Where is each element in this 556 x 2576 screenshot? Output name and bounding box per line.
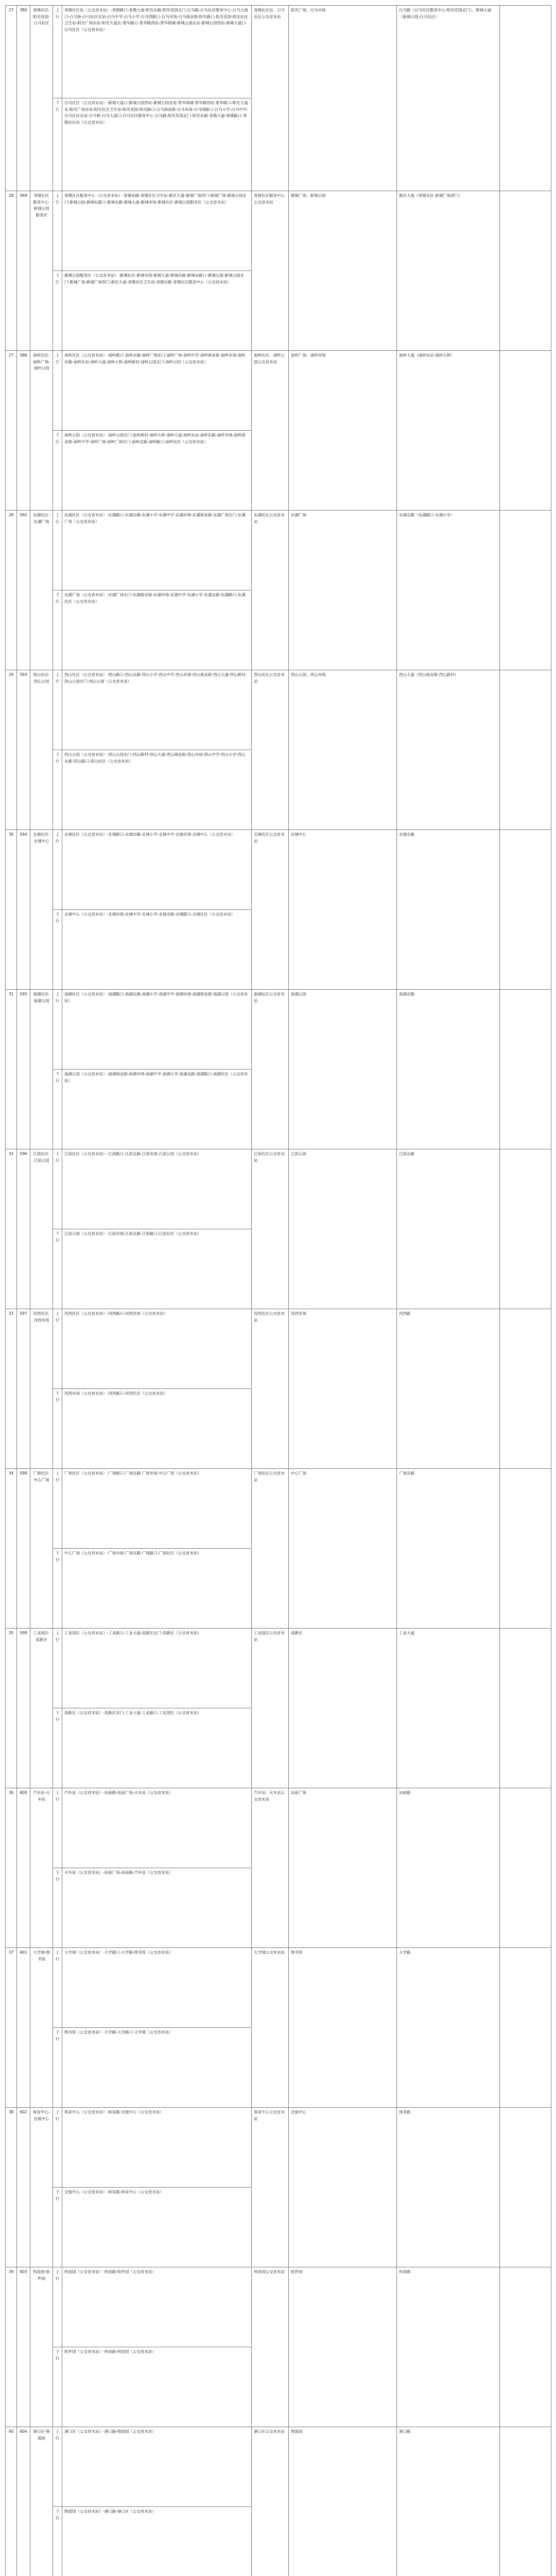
remarks	[500, 670, 551, 830]
stop-list: 北城中心（公交首末站）-北城市场-北城中学-北城小学-北城北路-北城路口-北城社区（公交首末站）	[62, 910, 252, 990]
main-road-sections: 广场北路	[397, 1469, 500, 1629]
route-number: 27	[6, 351, 17, 511]
table-row	[6, 2108, 551, 2188]
direction-label: 下行	[53, 431, 62, 511]
remarks	[500, 2267, 551, 2427]
route-number: 35	[6, 1629, 17, 1788]
direction-label: 上行	[53, 191, 62, 271]
stop-list: 火车站（公交首末站）-站前广场-站前路-汽车站（公交首末站）	[62, 1868, 252, 1948]
direction-label: 上行	[53, 990, 62, 1070]
stop-list: 江滨社区（公交首末站）-江滨路口-江滨北路-江滨市场-江滨公园（公交首末站）	[62, 1149, 252, 1229]
route-number: 32	[6, 1149, 17, 1309]
remarks	[500, 511, 551, 670]
direction-label: 下行	[53, 1229, 62, 1309]
transfer-points: 站前广场	[289, 1788, 397, 1948]
stop-list: 南湖公园（公交首末站）-南湖商业街-南湖市场-南湖中学-南湖小学-南湖北路-南湖路口-南湖社区（公交首末站）	[62, 1070, 252, 1149]
route-name: 工业园区-高新区	[30, 1629, 53, 1788]
stop-list: 会展中心（公交首末站）-体育路-体育中心（公交首末站）	[62, 2188, 252, 2267]
table-row	[6, 1629, 551, 1708]
direction-label: 下行	[53, 2188, 62, 2267]
table-row	[6, 990, 551, 1070]
stop-list: 北城社区（公交首末站）-北城路口-北城北路-北城小学-北城中学-北城市场-北城中心（公交首末站）	[62, 830, 252, 910]
stop-list: 西山公园（公交首末站）-西山公园北门-西山新村-西山大道-西山商业街-西山市场-西山中学-西山小学-西山北路-西山路口-西山社区（公交首末站）	[62, 750, 252, 830]
hub-station: 北城社区公交首末站	[252, 830, 289, 990]
route-code: 592	[17, 511, 30, 670]
direction-label: 上行	[53, 830, 62, 910]
stop-list: 白马社区（公交首末站）-新城大道口-新城公园西站-新城公园北站-景华商城-景华路西站-景华路口-阳光大道北-阳光广场东站-阳光社区卫生站-阳光花园-阳光路口-白马商业街-白马市场-白马西路口-白马小学-白马中学-白马社区北站-白马桥-白马大道口-白马社区服务中心-白马路-阳光花园北门-阳光东路-青镇大道-青镇路口-青镇社区站（公交首末站）	[62, 98, 252, 191]
route-code: 603	[17, 2267, 30, 2427]
transfer-points: 北城中心	[289, 830, 397, 990]
direction-label: 下行	[53, 910, 62, 990]
direction-label: 上行	[53, 1629, 62, 1708]
direction-label: 上行	[53, 1469, 62, 1549]
route-number: 27	[6, 6, 17, 191]
main-road-sections: 新区大道（青镇社区-新城广场西门）	[397, 191, 500, 351]
route-code: 595	[17, 990, 30, 1149]
route-number: 38	[6, 2108, 17, 2267]
hub-station: 汽车站、火车站公交首末站	[252, 1788, 289, 1948]
route-number: 39	[6, 2267, 17, 2427]
main-road-sections: 科技路	[397, 2267, 500, 2427]
direction-label: 下行	[53, 98, 62, 191]
stop-list: 东湖广场（公交首末站）-东湖广场北门-东湖商业街-东湖市场-东湖中学-东湖小学-东湖北路-东湖路口-东湖社区（公交首末站）	[62, 590, 252, 670]
stop-list: 新城公园服务区（公交首末站）-新城社区-新城市场-新城大道-新城东路-新城东路口-新城公园-新城公园北门-新城广场-新城广场西门-新区大道-青镇社区卫生站-青镇东路-青镇社区服务中心（公交首末站）	[62, 271, 252, 351]
hub-station: 大学城公交首末站	[252, 1948, 289, 2108]
stop-list: 河西市场（公交首末站）-河西路口-河西社区（公交首末站）	[62, 1389, 252, 1469]
route-code: 599	[17, 1629, 30, 1788]
table-row	[6, 351, 551, 431]
transfer-points: 西山公园、西山市场	[289, 670, 397, 830]
route-name: 科技园-软件园	[30, 2267, 53, 2427]
route-code: 586	[17, 351, 30, 511]
route-code: 594	[17, 830, 30, 990]
stop-list: 青镇社区服务中心（公交首末站）-青镇东路-青镇社区卫生站-新区大道-新城广场西门-新城广场-新城公园北门-新城公园-新城东路口-新城东路-新城大道-新城市场-新城社区-新城公园服务区（公交首末站）	[62, 191, 252, 271]
stop-list: 南湖社区（公交首末站）-南湖路口-南湖北路-南湖小学-南湖中学-南湖市场-南湖商业街-南湖公园（公交首末站）	[62, 990, 252, 1070]
main-road-sections: 站前路	[397, 1788, 500, 1948]
hub-station: 青镇社区服务中心公交首末站	[252, 191, 289, 351]
hub-station: 港口区公交首末站	[252, 2427, 289, 2576]
main-road-sections: 工业大道	[397, 1629, 500, 1788]
route-code: 596	[17, 1149, 30, 1309]
direction-label: 下行	[53, 2347, 62, 2427]
direction-label: 下行	[53, 590, 62, 670]
stop-list: 汽车站（公交首末站）-站前路-站前广场-火车站（公交首末站）	[62, 1788, 252, 1868]
transfer-points: 南湖公园	[289, 990, 397, 1149]
hub-station: 青镇社区站、白马社区公交首末站	[252, 6, 289, 191]
stop-list: 工业园区（公交首末站）-工业路口-工业大道-高新区北门-高新区（公交首末站）	[62, 1629, 252, 1708]
table-row	[6, 1149, 551, 1229]
table-row	[6, 830, 551, 910]
direction-label: 上行	[53, 1948, 62, 2028]
stop-list: 图书馆（公交首末站）-大学路-大学路口-大学城（公交首末站）	[62, 2028, 252, 2108]
route-number: 37	[6, 1948, 17, 2108]
direction-label: 下行	[53, 2507, 62, 2576]
direction-label: 上行	[53, 1149, 62, 1229]
stop-list: 软件园（公交首末站）-科技路-科技园（公交首末站）	[62, 2347, 252, 2427]
direction-label: 上行	[53, 1309, 62, 1389]
transfer-points: 中心广场	[289, 1469, 397, 1629]
transfer-points: 江滨公园	[289, 1149, 397, 1309]
remarks	[500, 990, 551, 1149]
route-table-body	[6, 6, 551, 2576]
stop-list: 青镇社区站（公交首末站）-青镇路口-青镇大道-阳光东路-阳光花园北门-白马路-白马社区服务中心-白马大道口-白马桥-白马社区北站-白马中学-白马小学-白马西路口-白马市场-白马商业街-阳光路口-阳光花园-阳光社区卫生站-阳光广场东站-阳光大道北-景华路口-景华路西站-景华商城-新城公园北站-新城公园西站-新城大道口-白马社区（公交首末站）	[62, 6, 252, 98]
route-code: 600	[17, 1788, 30, 1948]
route-number: 36	[6, 1788, 17, 1948]
remarks	[500, 2108, 551, 2267]
hub-station: 西山社区公交首末站	[252, 670, 289, 830]
hub-station: 科技园公交首末站	[252, 2267, 289, 2427]
route-code: 380	[17, 6, 30, 191]
remarks	[500, 351, 551, 511]
direction-label: 上行	[53, 1788, 62, 1868]
direction-label: 下行	[53, 271, 62, 351]
route-name: 大学城-图书馆	[30, 1948, 53, 2108]
direction-label: 下行	[53, 1070, 62, 1149]
main-road-sections: 河西路	[397, 1309, 500, 1469]
main-road-sections: 西山大道（西山商业街-西山新村）	[397, 670, 500, 830]
route-name: 河西社区-河西市场	[30, 1309, 53, 1469]
route-number: 40	[6, 2427, 17, 2576]
route-name: 体育中心-会展中心	[30, 2108, 53, 2267]
transfer-points: 南岭广场、南岭市场	[289, 351, 397, 511]
hub-station: 工业园区公交首末站	[252, 1629, 289, 1788]
remarks	[500, 191, 551, 351]
main-road-sections: 南岭大道（南岭东站-南岭大桥）	[397, 351, 500, 511]
remarks	[500, 1629, 551, 1788]
main-road-sections: 体育路	[397, 2108, 500, 2267]
route-code: 569	[17, 191, 30, 351]
table-row	[6, 670, 551, 750]
transfer-points: 图书馆	[289, 1948, 397, 2108]
table-row	[6, 2427, 551, 2507]
stop-list: 大学城（公交首末站）-大学路口-大学路-图书馆（公交首末站）	[62, 1948, 252, 2028]
route-number: 28	[6, 511, 17, 670]
direction-label: 下行	[53, 1708, 62, 1788]
route-name: 江滨社区-江滨公园	[30, 1149, 53, 1309]
stop-list: 体育中心（公交首末站）-体育路-会展中心（公交首末站）	[62, 2108, 252, 2188]
route-number: 30	[6, 830, 17, 990]
main-road-sections: 大学路	[397, 1948, 500, 2108]
main-road-sections: 南湖北路	[397, 990, 500, 1149]
table-row	[6, 1469, 551, 1549]
route-code: 604	[17, 2427, 30, 2576]
direction-label: 上行	[53, 2427, 62, 2507]
stop-list: 江滨公园（公交首末站）-江滨市场-江滨北路-江滨路口-江滨社区（公交首末站）	[62, 1229, 252, 1309]
transfer-points: 软件园	[289, 2267, 397, 2427]
remarks	[500, 1948, 551, 2108]
transfer-points: 东湖广场	[289, 511, 397, 670]
route-number: 29	[6, 670, 17, 830]
hub-station: 江滨社区公交首末站	[252, 1149, 289, 1309]
bus-route-table	[5, 5, 551, 2576]
route-name: 东湖社区-东湖广场	[30, 511, 53, 670]
hub-station: 南湖社区公交首末站	[252, 990, 289, 1149]
route-code: 601	[17, 1948, 30, 2108]
remarks	[500, 2427, 551, 2576]
stop-list: 中心广场（公交首末站）-广场市场-广场北路-广场路口-广场社区（公交首末站）	[62, 1549, 252, 1629]
direction-label: 下行	[53, 1389, 62, 1469]
route-name: 青镇社区-阳光花园-白马社区	[30, 6, 53, 191]
main-road-sections: 江滨北路	[397, 1149, 500, 1309]
main-road-sections: 东湖北路（东湖路口-东湖小学）	[397, 511, 500, 670]
main-road-sections: 白马路（白马社区服务中心-阳光花园北门），新城大道（新城公园-白马社区）	[397, 6, 500, 191]
route-number: 28	[6, 191, 17, 351]
stop-list: 南岭公园（公交首末站）-南岭公园北门-南岭新村-南岭大桥-南岭大道-南岭东站-南岭东路-南岭市场-南岭商业街-南岭中学-南岭广场-南岭广场东门-南岭北路-南岭路口-南岭社区（公交首末站）	[62, 431, 252, 511]
route-code: 602	[17, 2108, 30, 2267]
direction-label: 上行	[53, 2108, 62, 2188]
route-name: 汽车站-火车站	[30, 1788, 53, 1948]
route-name: 北城社区-北城中心	[30, 830, 53, 990]
route-number: 34	[6, 1469, 17, 1629]
route-code: 598	[17, 1469, 30, 1629]
route-name: 青镇社区服务中心-新城公园服务区	[30, 191, 53, 351]
hub-station: 广场社区公交首末站	[252, 1469, 289, 1629]
transfer-points: 会展中心	[289, 2108, 397, 2267]
hub-station: 河西社区公交首末站	[252, 1309, 289, 1469]
route-number: 31	[6, 990, 17, 1149]
table-row	[6, 1788, 551, 1868]
transfer-points: 阳光广场、白马市场	[289, 6, 397, 191]
route-code: 597	[17, 1309, 30, 1469]
transfer-points: 河西市场	[289, 1309, 397, 1469]
direction-label: 上行	[53, 351, 62, 431]
stop-list: 东湖社区（公交首末站）-东湖路口-东湖北路-东湖小学-东湖中学-东湖市场-东湖商业街-东湖广场北门-东湖广场（公交首末站）	[62, 511, 252, 590]
remarks	[500, 1788, 551, 1948]
route-name: 港口区-物流园	[30, 2427, 53, 2576]
stop-list: 高新区（公交首末站）-高新区北门-工业大道-工业路口-工业园区（公交首末站）	[62, 1708, 252, 1788]
transfer-points: 物流园	[289, 2427, 397, 2576]
route-name: 西山社区-西山公园	[30, 670, 53, 830]
table-row	[6, 1948, 551, 2028]
remarks	[500, 6, 551, 191]
stop-list: 物流园（公交首末站）-港口路-港口区（公交首末站）	[62, 2507, 252, 2576]
direction-label: 上行	[53, 511, 62, 590]
route-code: 593	[17, 670, 30, 830]
transfer-points: 高新区	[289, 1629, 397, 1788]
route-name: 广场社区-中心广场	[30, 1469, 53, 1629]
route-table-sheet	[5, 5, 551, 2576]
hub-station: 南岭社区、南岭公园公交首末站	[252, 351, 289, 511]
hub-station: 东湖社区公交首末站	[252, 511, 289, 670]
stop-list: 西山社区（公交首末站）-西山路口-西山北路-西山小学-西山中学-西山市场-西山商业街-西山大道-西山新村-西山公园北门-西山公园（公交首末站）	[62, 670, 252, 750]
main-road-sections: 北城北路	[397, 830, 500, 990]
route-name: 南岭社区-南岭广场-南岭公园	[30, 351, 53, 511]
direction-label: 下行	[53, 750, 62, 830]
route-name: 南湖社区-南湖公园	[30, 990, 53, 1149]
direction-label: 上行	[53, 2267, 62, 2347]
direction-label: 下行	[53, 1868, 62, 1948]
table-row	[6, 191, 551, 271]
direction-label: 下行	[53, 2028, 62, 2108]
remarks	[500, 1469, 551, 1629]
direction-label: 上行	[53, 6, 62, 98]
table-row	[6, 2267, 551, 2347]
remarks	[500, 830, 551, 990]
main-road-sections: 港口路	[397, 2427, 500, 2576]
stop-list: 河西社区（公交首末站）-河西路口-河西市场（公交首末站）	[62, 1309, 252, 1389]
table-row	[6, 511, 551, 590]
remarks	[500, 1309, 551, 1469]
route-number: 33	[6, 1309, 17, 1469]
hub-station: 体育中心公交首末站	[252, 2108, 289, 2267]
direction-label: 下行	[53, 1549, 62, 1629]
transfer-points: 新城广场、新城公园	[289, 191, 397, 351]
stop-list: 广场社区（公交首末站）-广场路口-广场北路-广场市场-中心广场（公交首末站）	[62, 1469, 252, 1549]
stop-list: 港口区（公交首末站）-港口路-物流园（公交首末站）	[62, 2427, 252, 2507]
table-row	[6, 1309, 551, 1389]
remarks	[500, 1149, 551, 1309]
table-row	[6, 6, 551, 98]
stop-list: 科技园（公交首末站）-科技路-软件园（公交首末站）	[62, 2267, 252, 2347]
direction-label: 上行	[53, 670, 62, 750]
stop-list: 南岭社区（公交首末站）-南岭路口-南岭北路-南岭广场东门-南岭广场-南岭中学-南岭商业街-南岭市场-南岭东路-南岭东站-南岭大道-南岭大桥-南岭新村-南岭公园北门-南岭公园（公交首末站）	[62, 351, 252, 431]
